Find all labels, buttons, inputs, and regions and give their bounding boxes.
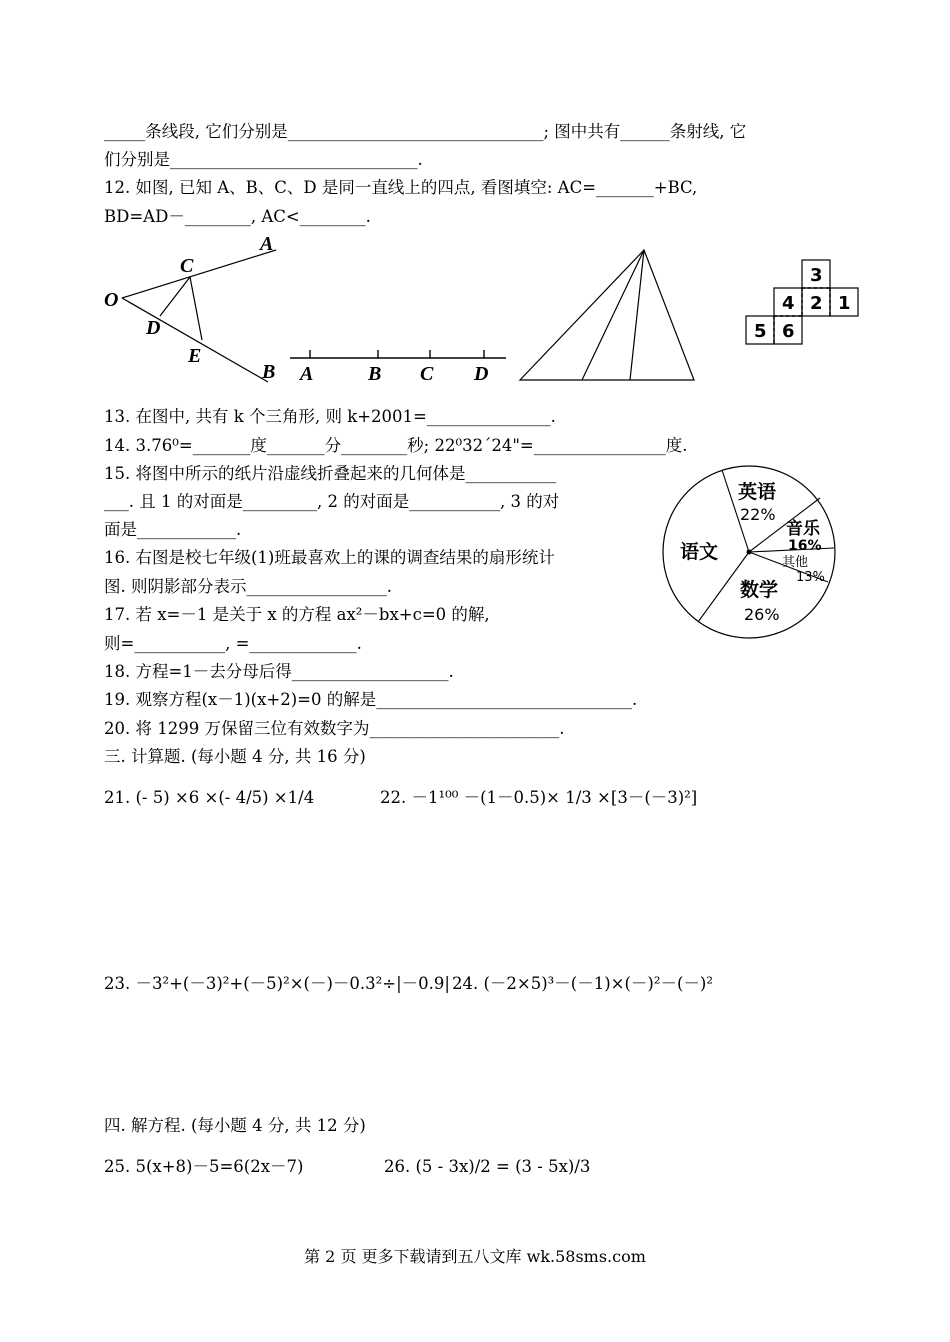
q15-line-1: 15. 将图中所示的纸片沿虚线折叠起来的几何体是___________ <box>104 464 557 483</box>
label-a: A <box>260 233 274 255</box>
net-1: 1 <box>838 293 851 314</box>
q25: 25. 5(x+8)－5=6(2x－7) <box>104 1157 304 1176</box>
q21: 21. (- 5) ×6 ×(- 4/5) ×1/4 <box>104 788 315 807</box>
label-e: E <box>188 345 202 367</box>
q14: 14. 3.76⁰=_______度_______分________秒; 22⁰32´24"=________________度. <box>104 436 688 455</box>
q19: 19. 观察方程(x－1)(x+2)=0 的解是_______________________________. <box>104 690 638 709</box>
label-c: C <box>180 255 194 277</box>
point-b: B <box>368 363 382 385</box>
pie-pct-math: 26% <box>744 605 780 624</box>
pie-label-chinese: 语文 <box>680 541 719 563</box>
point-d: D <box>474 363 489 385</box>
q16-line-2: 图. 则阴影部分表示_________________. <box>104 577 392 596</box>
pie-chart <box>660 462 842 644</box>
q22: 22. －1¹⁰⁰ －(1－0.5)× 1/3 ×[3－(－3)²] <box>380 788 698 807</box>
net-6: 6 <box>782 321 795 342</box>
q13: 13. 在图中, 共有 k 个三角形, 则 k+2001=_______________. <box>104 407 556 426</box>
q24: 24. (－2×5)³－(－1)×(－)²－(－)² <box>452 974 713 993</box>
line-figure <box>288 340 510 386</box>
q26: 26. (5 - 3x)/2 = (3 - 5x)/3 <box>384 1157 591 1176</box>
net-5: 5 <box>754 321 767 342</box>
pie-label-math: 数学 <box>740 579 779 601</box>
q11-line-1: _____条线段, 它们分别是_______________________________; 图中共有______条射线, 它 <box>104 122 747 141</box>
section-3-heading: 三. 计算题. (每小题 4 分, 共 16 分) <box>104 747 366 766</box>
page-footer: 第 2 页 更多下载请到五八文库 wk.58sms.com <box>304 1247 646 1266</box>
q16-line-1: 16. 右图是校七年级(1)班最喜欢上的课的调查结果的扇形统计 <box>104 548 555 567</box>
label-o: O <box>104 289 119 311</box>
pie-label-music: 音乐 <box>786 519 820 539</box>
q11-line-2: 们分别是______________________________. <box>104 150 423 169</box>
q23: 23. －3²+(－3)²+(－5)²×(－)－0.3²÷|－0.9| <box>104 974 450 993</box>
net-2: 2 <box>810 293 823 314</box>
net-4: 4 <box>782 293 795 314</box>
cube-net-figure <box>740 256 866 350</box>
pie-pct-other: 13% <box>796 570 825 585</box>
section-4-heading: 四. 解方程. (每小题 4 分, 共 12 分) <box>104 1116 366 1135</box>
net-3: 3 <box>810 265 823 286</box>
pie-pct-english: 22% <box>740 505 776 524</box>
q15-line-2: ___. 且 1 的对面是_________, 2 的对面是___________, 3 的对 <box>104 492 560 511</box>
q15-line-3: 面是____________. <box>104 520 242 539</box>
q17-line-1: 17. 若 x=－1 是关于 x 的方程 ax²－bx+c=0 的解, <box>104 605 490 624</box>
point-a: A <box>300 363 314 385</box>
angle-figure <box>100 228 280 388</box>
pie-label-other: 其他 <box>782 555 809 570</box>
label-b: B <box>262 361 276 383</box>
q17-line-2: 则=___________, =_____________. <box>104 634 362 653</box>
q18: 18. 方程=1－去分母后得___________________. <box>104 662 454 681</box>
q12-line-2: BD=AD－________, AC<________. <box>104 207 371 226</box>
pie-label-english: 英语 <box>738 481 777 503</box>
point-c: C <box>420 363 434 385</box>
q20: 20. 将 1299 万保留三位有效数字为_______________________. <box>104 719 565 738</box>
q12-line-1: 12. 如图, 已知 A、B、C、D 是同一直线上的四点, 看图填空: AC=_______+BC, <box>104 178 698 197</box>
label-d: D <box>146 317 161 339</box>
triangle-figure <box>516 246 698 384</box>
pie-pct-music: 16% <box>788 538 822 554</box>
